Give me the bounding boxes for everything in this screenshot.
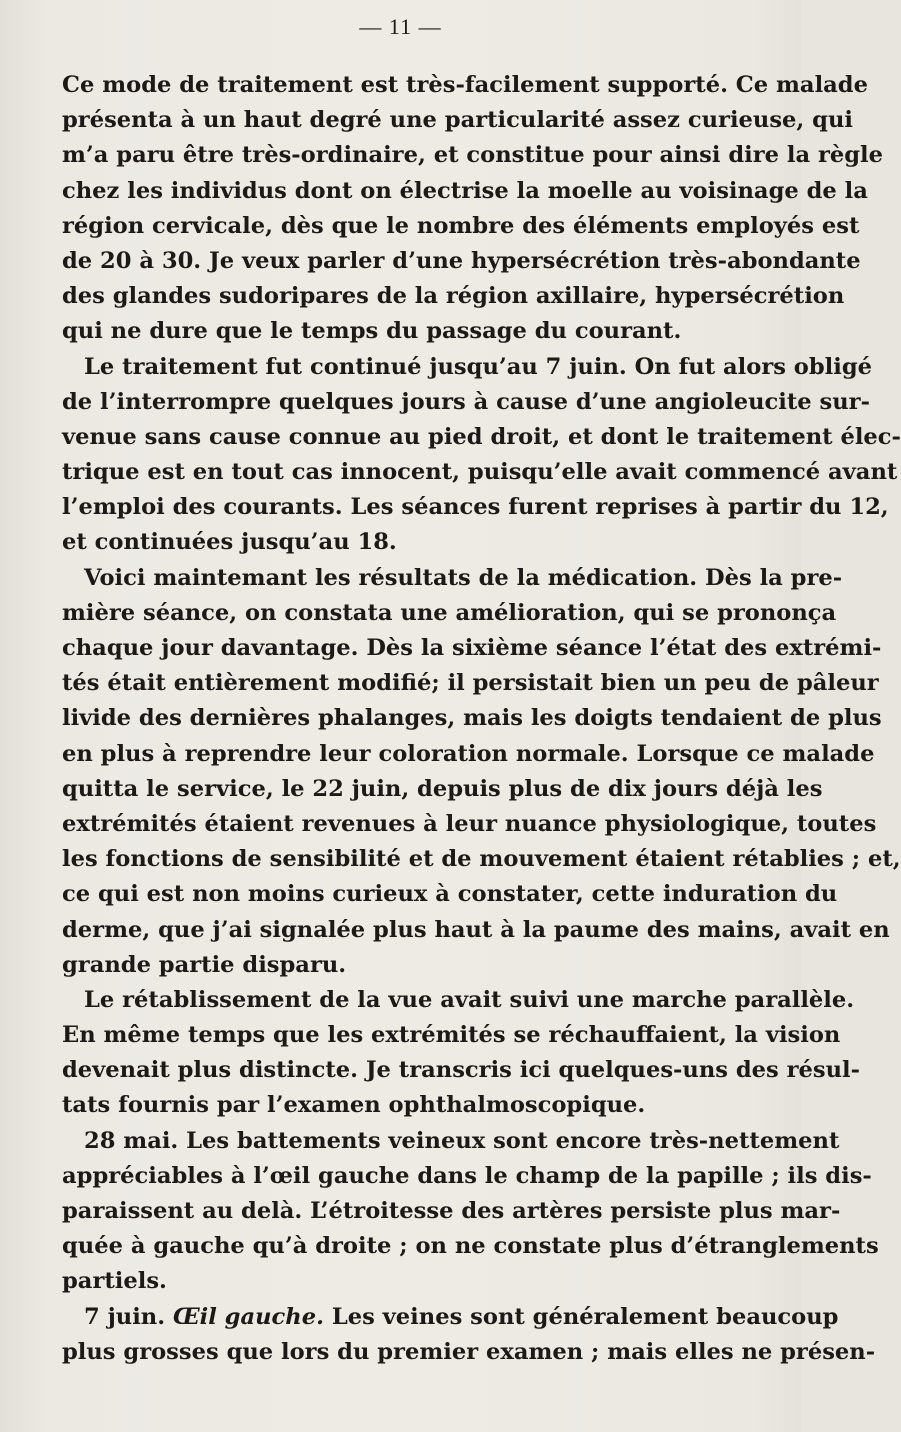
text-line: Ce mode de traitement est très-facilement supporté. Ce malade: [62, 72, 868, 98]
text-line: de l’interrompre quelques jours à cause d’une angioleucite sur-: [62, 388, 870, 415]
text-line: paraissent au delà. L’étroitesse des artères persiste plus mar-: [62, 1198, 841, 1224]
text-line: quée à gauche qu’à droite ; on ne constate plus d’étranglements: [62, 1233, 879, 1260]
text-line: en plus à reprendre leur coloration normale. Lorsque ce malade: [62, 740, 875, 767]
body-text: [62, 68, 901, 1370]
text-line: extrémités étaient revenues à leur nuance physiologique, toutes: [62, 810, 877, 837]
text-line: de 20 à 30. Je veux parler d’une hypersécrétion très-abondante: [62, 247, 861, 274]
text-line: En même temps que les extrémités se réchauffaient, la vision: [62, 1022, 841, 1049]
text-line: ce qui est non moins curieux à constater, cette induration du: [62, 881, 838, 908]
entry-text: Les veines sont généralement beaucoup: [331, 1303, 839, 1330]
text-line: Le rétablissement de la vue avait suivi une marche parallèle.: [84, 986, 855, 1013]
text-line: qui ne dure que le temps du passage du courant.: [62, 318, 682, 345]
text-line: venue sans cause connue au pied droit, et dont le traitement élec-: [62, 423, 901, 450]
text-line: l’emploi des courants. Les séances furent reprises à partir du 12,: [62, 494, 889, 521]
text-line: chaque jour davantage. Dès la sixième séance l’état des extrémi-: [62, 635, 882, 661]
text-line: des glandes sudoripares de la région axillaire, hypersécrétion: [62, 283, 845, 310]
entry-subject: Œil gauche.: [172, 1303, 324, 1330]
text-line: Voici maintemant les résultats de la médication. Dès la pre-: [84, 564, 843, 591]
text-line: Le traitement fut continué jusqu’au 7 juin. On fut alors obligé: [84, 353, 873, 380]
text-line: présenta à un haut degré une particularité assez curieuse, qui: [62, 107, 853, 134]
text-line: mière séance, on constata une amélioration, qui se prononça: [62, 599, 837, 626]
text-line: devenait plus distincte. Je transcris ici quelques-uns des résul-: [62, 1057, 861, 1084]
text-line: [62, 1300, 839, 1335]
text-line: les fonctions de sensibilité et de mouvement étaient rétablies ; et,: [62, 846, 901, 873]
text-line: derme, que j’ai signalée plus haut à la paume des mains, avait en: [62, 916, 890, 943]
text-line: appréciables à l’œil gauche dans le champ de la papille ; ils dis-: [62, 1162, 872, 1189]
text-line: tats fournis par l’examen ophthalmoscopique.: [62, 1092, 646, 1119]
page-number: — 11 —: [359, 14, 442, 39]
text-line: trique est en tout cas innocent, puisqu’elle avait commencé avant: [62, 459, 898, 486]
text-line: 28 mai. Les battements veineux sont encore très-nettement: [84, 1127, 840, 1154]
text-line: tés était entièrement modifié; il persistait bien un peu de pâleur: [62, 670, 879, 697]
text-line: plus grosses que lors du premier examen ; mais elles ne présen-: [62, 1338, 876, 1365]
entry-date: 7 juin.: [84, 1303, 166, 1330]
text-line: livide des dernières phalanges, mais les doigts tendaient de plus: [62, 705, 882, 732]
text-line: région cervicale, dès que le nombre des éléments employés est: [62, 212, 860, 239]
text-line: partiels.: [62, 1268, 167, 1295]
text-line: et continuées jusqu’au 18.: [62, 529, 397, 556]
text-line: m’a paru être très-ordinaire, et constitue pour ainsi dire la règle: [62, 142, 883, 169]
text-line: grande partie disparu.: [62, 951, 347, 978]
text-line: chez les individus dont on électrise la moelle au voisinage de la: [62, 177, 868, 204]
text-line: quitta le service, le 22 juin, depuis plus de dix jours déjà les: [62, 775, 823, 802]
